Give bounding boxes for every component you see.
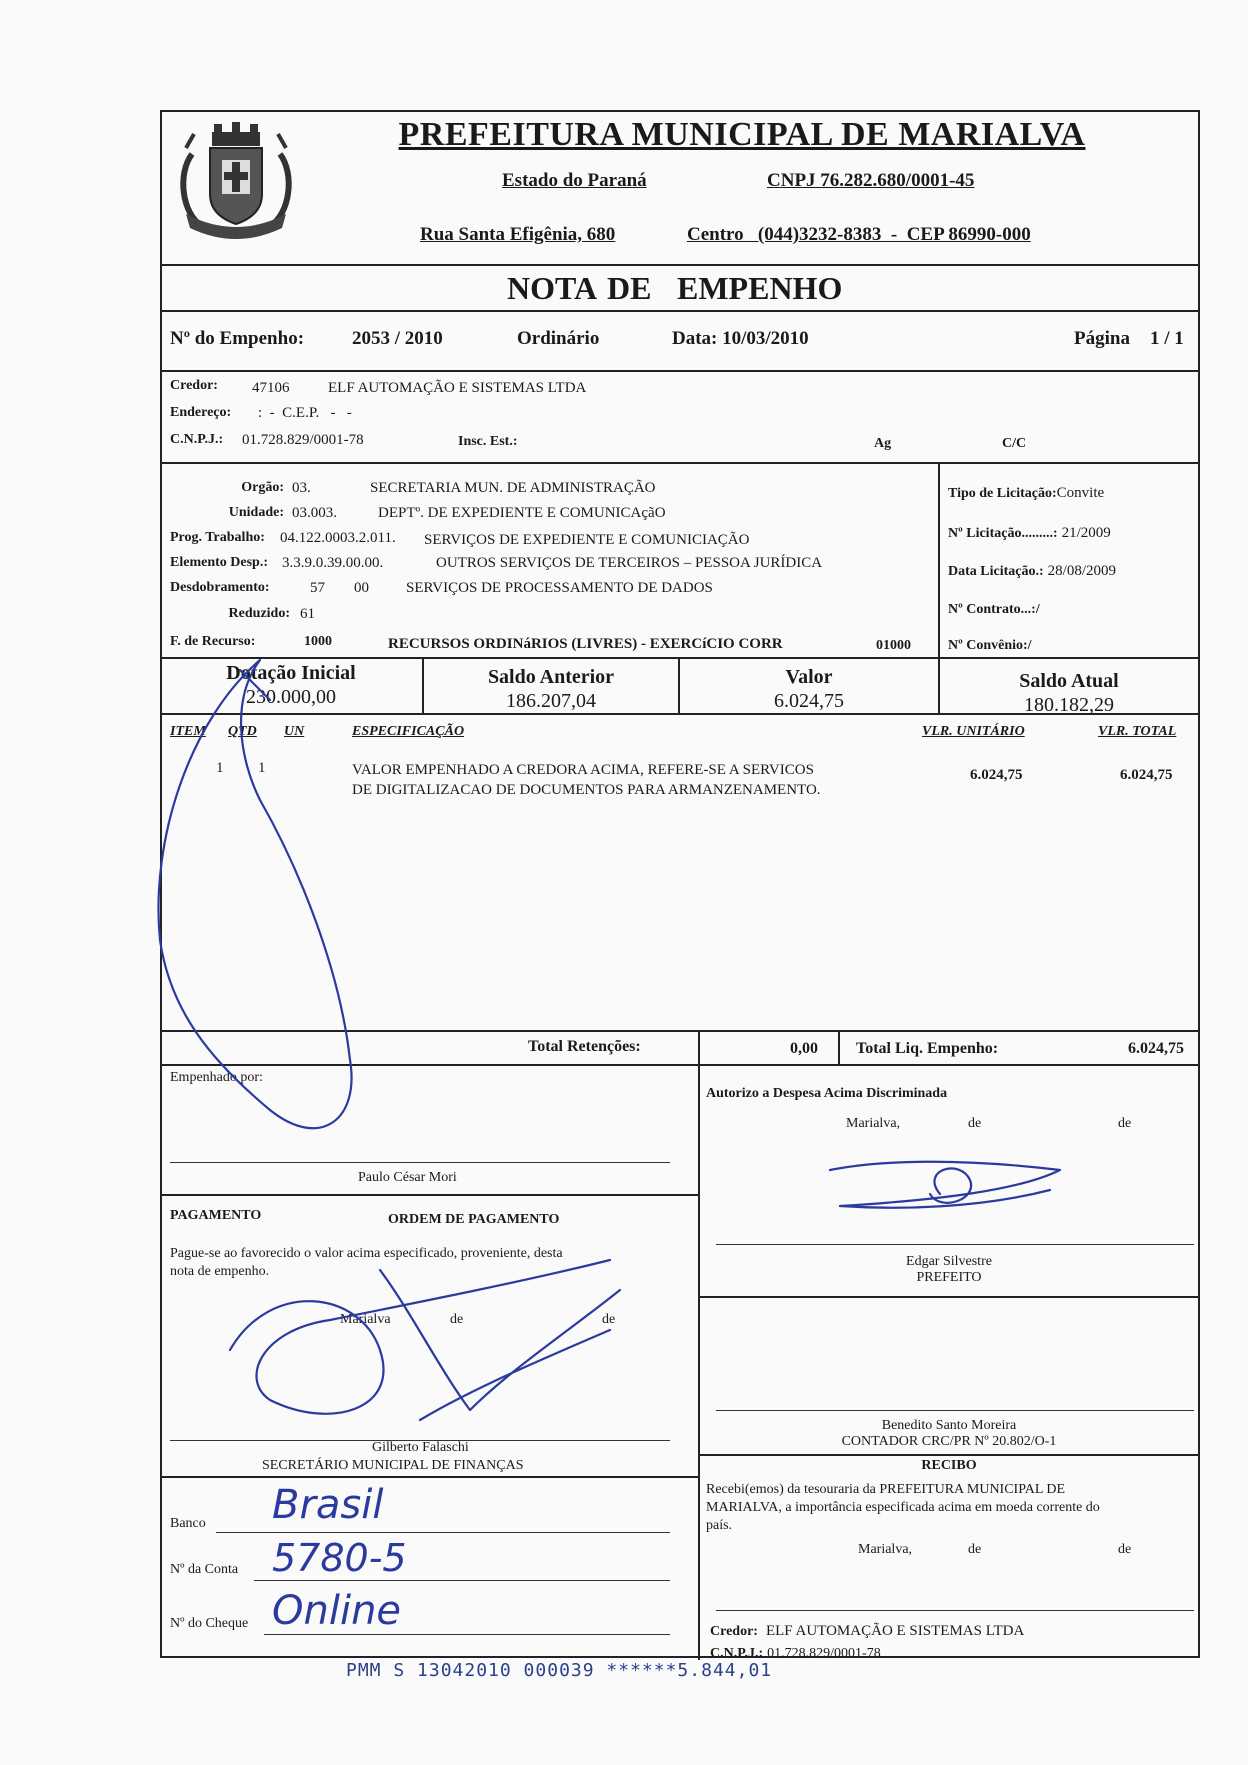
pagamento-city: Marialva: [340, 1312, 391, 1327]
prefeito-signature: [820, 1150, 1080, 1230]
unidade-code: 03.003.: [292, 505, 337, 521]
prefeito-role: PREFEITO: [916, 1270, 982, 1285]
cc-label: C/C: [1002, 436, 1027, 451]
secretario-signature: [210, 1250, 630, 1440]
liq-value: 6.024,75: [1128, 1040, 1184, 1057]
desd-label: Desdobramento:: [170, 580, 270, 595]
recurso-code2: 01000: [876, 638, 911, 653]
retencoes-value: 0,00: [790, 1040, 818, 1057]
cheque-value: Online: [272, 1588, 402, 1634]
address-label: Endereço:: [170, 405, 232, 420]
col-item: ITEM: [170, 724, 206, 739]
prog-name: SERVIÇOS DE EXPEDIENTE E COMUNICIAÇÃO: [424, 532, 750, 548]
credor-label: Credor:: [170, 378, 218, 393]
empenhado-signature-stroke: [150, 640, 410, 1160]
orgao-name: SECRETARIA MUN. DE ADMINISTRAÇÃO: [370, 480, 656, 496]
valor-label: Valor: [785, 666, 833, 688]
banco-value: Brasil: [272, 1482, 384, 1528]
recibo-credor-label: Credor:: [710, 1624, 758, 1639]
insc-est-label: Insc. Est.:: [458, 434, 518, 449]
recurso-name: RECURSOS ORDINáRIOS (LIVRES) - EXERCíCIO CORR: [388, 636, 783, 652]
desd-code1: 57: [310, 580, 325, 596]
prog-label: Prog. Trabalho:: [170, 530, 265, 545]
recibo-text-2: MARIALVA, a importância especificada acima em moeda corrente do: [706, 1500, 1100, 1515]
autorizo-city: Marialva,: [846, 1116, 901, 1131]
row-item: 1: [216, 760, 224, 776]
tipo-licitacao-label: Tipo de Licitação:: [948, 486, 1057, 501]
col-spec: ESPECIFICAÇÃO: [352, 724, 465, 739]
desd-code2: 00: [354, 580, 369, 596]
ordem-pagamento-title: ORDEM DE PAGAMENTO: [388, 1212, 560, 1227]
cnpj-value: 01.728.829/0001-78: [242, 432, 364, 448]
recibo-text-3: país.: [706, 1518, 733, 1533]
coat-of-arms-icon: [172, 114, 300, 242]
row-unit-value: 6.024,75: [970, 767, 1023, 783]
recibo-credor-value: ELF AUTOMAÇÃO E SISTEMAS LTDA: [765, 1623, 1025, 1639]
empenho-type: Ordinário: [517, 328, 600, 349]
payment-stamp: PMM S 13042010 000039 ******5.844,01: [346, 1660, 773, 1681]
saldo-anterior-label: Saldo Anterior: [487, 666, 615, 688]
pagamento-text-1: Pague-se ao favorecido o valor acima especificado, proveniente, desta: [170, 1246, 563, 1261]
credor-code: 47106: [252, 380, 290, 396]
municipality-address: Rua Santa Efigênia, 680: [420, 224, 616, 245]
doc-title-empenho: EMPENHO: [677, 270, 843, 306]
recibo-text-1: Recebi(emos) da tesouraria da PREFEITURA MUNICIPAL DE: [706, 1482, 1066, 1497]
elem-name: OUTROS SERVIÇOS DE TERCEIROS – PESSOA JURÍDICA: [436, 555, 823, 571]
municipality-contact: Centro (044)3232-8383 - CEP 86990-000: [687, 224, 1031, 245]
orgao-label: Orgão:: [241, 480, 284, 495]
reduzido-value: 61: [300, 606, 315, 622]
dotacao-inicial-label: Dotação Inicial: [226, 662, 356, 684]
elem-code: 3.3.9.0.39.00.00.: [282, 555, 384, 571]
row-spec-line1: VALOR EMPENHADO A CREDORA ACIMA, REFERE-SE A SERVICOS: [352, 762, 814, 778]
page-label: Página: [1074, 328, 1130, 349]
conta-value: 5780-5: [272, 1536, 407, 1580]
recibo-cnpj-value: 01.728.829/0001-78: [767, 1646, 881, 1661]
orgao-code: 03.: [292, 480, 311, 496]
col-total-value: VLR. TOTAL: [1098, 724, 1177, 739]
secretario-name: Gilberto Falaschi: [372, 1440, 469, 1455]
unidade-name: DEPTº. DE EXPEDIENTE E COMUNICAçãO: [378, 505, 666, 521]
unidade-label: Unidade:: [228, 505, 284, 520]
autorizo-de1: de: [968, 1116, 982, 1131]
num-licitacao-label: Nº Licitação.........:: [948, 526, 1058, 541]
empenho-number-label: Nº do Empenho:: [170, 328, 305, 349]
address-value: : - C.E.P. - -: [258, 405, 352, 421]
cnpj-label: C.N.P.J.:: [170, 432, 224, 447]
data-licitacao-label: Data Licitação.:: [948, 564, 1044, 579]
pagamento-de1: de: [450, 1312, 464, 1327]
doc-title-nota: NOTA: [507, 270, 598, 306]
col-un: UN: [284, 724, 305, 739]
contador-name: Benedito Santo Moreira: [881, 1418, 1017, 1433]
recurso-label: F. de Recurso:: [170, 634, 256, 649]
credor-name: ELF AUTOMAÇÃO E SISTEMAS LTDA: [328, 380, 587, 396]
banco-label: Banco: [170, 1516, 206, 1531]
recibo-de2: de: [1118, 1542, 1132, 1557]
elem-label: Elemento Desp.:: [170, 555, 268, 570]
saldo-atual-value: 180.182,29: [1024, 694, 1114, 716]
empenhado-name: Paulo César Mori: [358, 1170, 457, 1185]
data-licitacao-value: 28/08/2009: [1047, 563, 1116, 579]
empenho-date: Data: 10/03/2010: [672, 328, 809, 349]
saldo-anterior-value: 186.207,04: [506, 690, 596, 712]
desd-name: SERVIÇOS DE PROCESSAMENTO DE DADOS: [406, 580, 713, 596]
col-unit-value: VLR. UNITÁRIO: [922, 724, 1025, 739]
prefeito-name: Edgar Silvestre: [906, 1254, 992, 1269]
doc-title-de: DE: [607, 270, 652, 306]
crest: [172, 114, 300, 242]
num-licitacao-value: 21/2009: [1061, 525, 1111, 541]
dotacao-inicial-value: 230.000,00: [246, 686, 336, 708]
tipo-licitacao-value: Convite: [1056, 485, 1105, 501]
autorizo-label: Autorizo a Despesa Acima Discriminada: [706, 1086, 948, 1101]
contador-role: CONTADOR CRC/PR Nº 20.802/O-1: [841, 1434, 1057, 1449]
conta-label: Nº da Conta: [170, 1562, 239, 1577]
empenhado-label: Empenhado por:: [170, 1070, 263, 1085]
secretario-role: SECRETÁRIO MUNICIPAL DE FINANÇAS: [262, 1458, 524, 1473]
pagamento-text-2: nota de empenho.: [170, 1264, 270, 1279]
prog-code: 04.122.0003.2.011.: [280, 530, 396, 546]
autorizo-de2: de: [1118, 1116, 1132, 1131]
recurso-code: 1000: [304, 634, 332, 649]
convenio-label: Nº Convênio:/: [948, 638, 1032, 653]
municipality-title: PREFEITURA MUNICIPAL DE MARIALVA: [398, 116, 1086, 153]
row-qtd: 1: [258, 760, 266, 776]
recibo-title: RECIBO: [921, 1458, 977, 1473]
recibo-de1: de: [968, 1542, 982, 1557]
municipality-cnpj: CNPJ 76.282.680/0001-45: [767, 170, 975, 191]
reduzido-label: Reduzido:: [228, 606, 290, 621]
recibo-city: Marialva,: [858, 1542, 913, 1557]
state-name: Estado do Paraná: [502, 170, 647, 191]
recibo-cnpj-label: C.N.P.J.:: [710, 1646, 764, 1661]
valor-value: 6.024,75: [774, 690, 844, 712]
retencoes-label: Total Retenções:: [528, 1038, 641, 1055]
page-value: 1 / 1: [1150, 328, 1184, 349]
liq-label: Total Liq. Empenho:: [856, 1040, 999, 1057]
pagamento-label: PAGAMENTO: [170, 1208, 262, 1223]
row-spec-line2: DE DIGITALIZACAO DE DOCUMENTOS PARA ARMANZENAMENTO.: [352, 782, 821, 798]
cheque-label: Nº do Cheque: [170, 1616, 249, 1631]
col-qtd: QTD: [228, 724, 257, 739]
ag-label: Ag: [874, 436, 892, 451]
row-total-value: 6.024,75: [1120, 767, 1173, 783]
empenho-number: 2053 / 2010: [352, 328, 443, 349]
saldo-atual-label: Saldo Atual: [1019, 670, 1119, 692]
pagamento-de2: de: [602, 1312, 616, 1327]
contrato-label: Nº Contrato...:/: [948, 602, 1040, 617]
